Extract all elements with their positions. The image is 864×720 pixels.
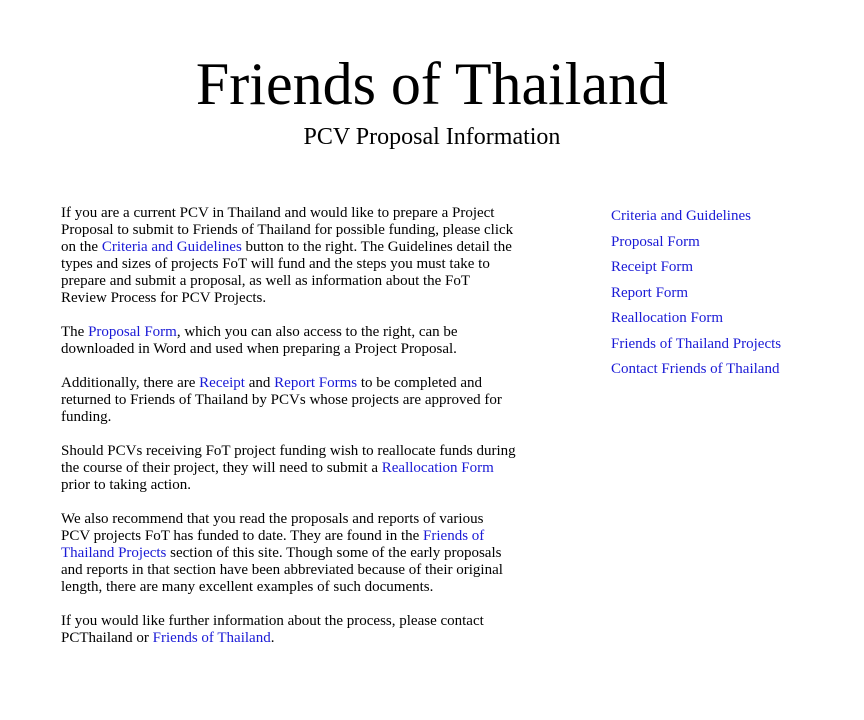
paragraph-text: If you are a current PCV in Thailand and would like to prepare a Project Proposal to submit to Friends of Thailand for possible funding, please click on the [61, 205, 514, 255]
paragraph-text: . [270, 630, 275, 646]
paragraph-intro [61, 205, 516, 307]
report-forms-inline-link[interactable]: Report Forms [274, 375, 358, 391]
sidebar-link-proposal-form[interactable]: Proposal Form [611, 233, 700, 250]
paragraph-text: and [244, 375, 275, 391]
sidebar-link-fot-projects[interactable]: Friends of Thailand Projects [611, 335, 782, 352]
proposal-form-inline-link[interactable]: Proposal Form [88, 324, 177, 340]
paragraph-contact [61, 613, 516, 647]
sidebar-link-reallocation-form[interactable]: Reallocation Form [611, 310, 724, 326]
paragraph-text: to be completed and returned to Friends of Thailand by PCVs whose projects are approved for funding. [61, 375, 502, 425]
paragraph-reallocation [61, 443, 516, 494]
sidebar-link-criteria-guidelines[interactable]: Criteria and Guidelines [611, 208, 751, 224]
criteria-guidelines-inline-link[interactable]: Criteria and Guidelines [101, 239, 242, 255]
sidebar-link-report-form[interactable]: Report Form [611, 284, 689, 301]
paragraph-receipt-report [61, 375, 516, 426]
paragraph-text: section of this site. Though some of the early proposals and reports in that section have been abbreviated because of their original length, there are many excellent examples of such documents. [61, 545, 503, 595]
page-title: Friends of Thailand [195, 51, 669, 117]
receipt-inline-link[interactable]: Receipt [199, 375, 245, 391]
main-content [61, 205, 516, 647]
page-subtitle: PCV Proposal Information [303, 124, 561, 150]
paragraph-projects [61, 511, 516, 596]
sidebar-nav [611, 208, 851, 387]
fot-projects-inline-link[interactable]: Friends of Thailand Projects [61, 528, 485, 561]
paragraph-proposal-form [61, 324, 516, 358]
paragraph-text: We also recommend that you read the proposals and reports of various PCV projects FoT has funded to date. They are found in the [61, 511, 484, 544]
reallocation-form-inline-link[interactable]: Reallocation Form [381, 460, 494, 476]
paragraph-text: prior to taking action. [61, 477, 191, 493]
paragraph-text: , which you can also access to the right, can be downloaded in Word and used when preparing a Project Proposal. [61, 324, 458, 357]
paragraph-text: Additionally, there are [61, 375, 200, 391]
sidebar-link-receipt-form[interactable]: Receipt Form [611, 259, 694, 275]
sidebar-link-contact[interactable]: Contact Friends of Thailand [611, 361, 780, 377]
paragraph-text: button to the right. The Guidelines detail the types and sizes of projects FoT will fund and the steps you must take to prepare and submit a proposal, as well as information about the FoT Review Process for PCV Projects. [61, 239, 512, 306]
paragraph-text: The [61, 324, 89, 340]
paragraph-text: If you would like further information about the process, please contact PCThailand or [61, 613, 484, 646]
friends-of-thailand-inline-link[interactable]: Friends of Thailand [152, 630, 271, 646]
paragraph-text: Should PCVs receiving FoT project funding wish to reallocate funds during the course of their project, they will need to submit a [61, 443, 516, 476]
